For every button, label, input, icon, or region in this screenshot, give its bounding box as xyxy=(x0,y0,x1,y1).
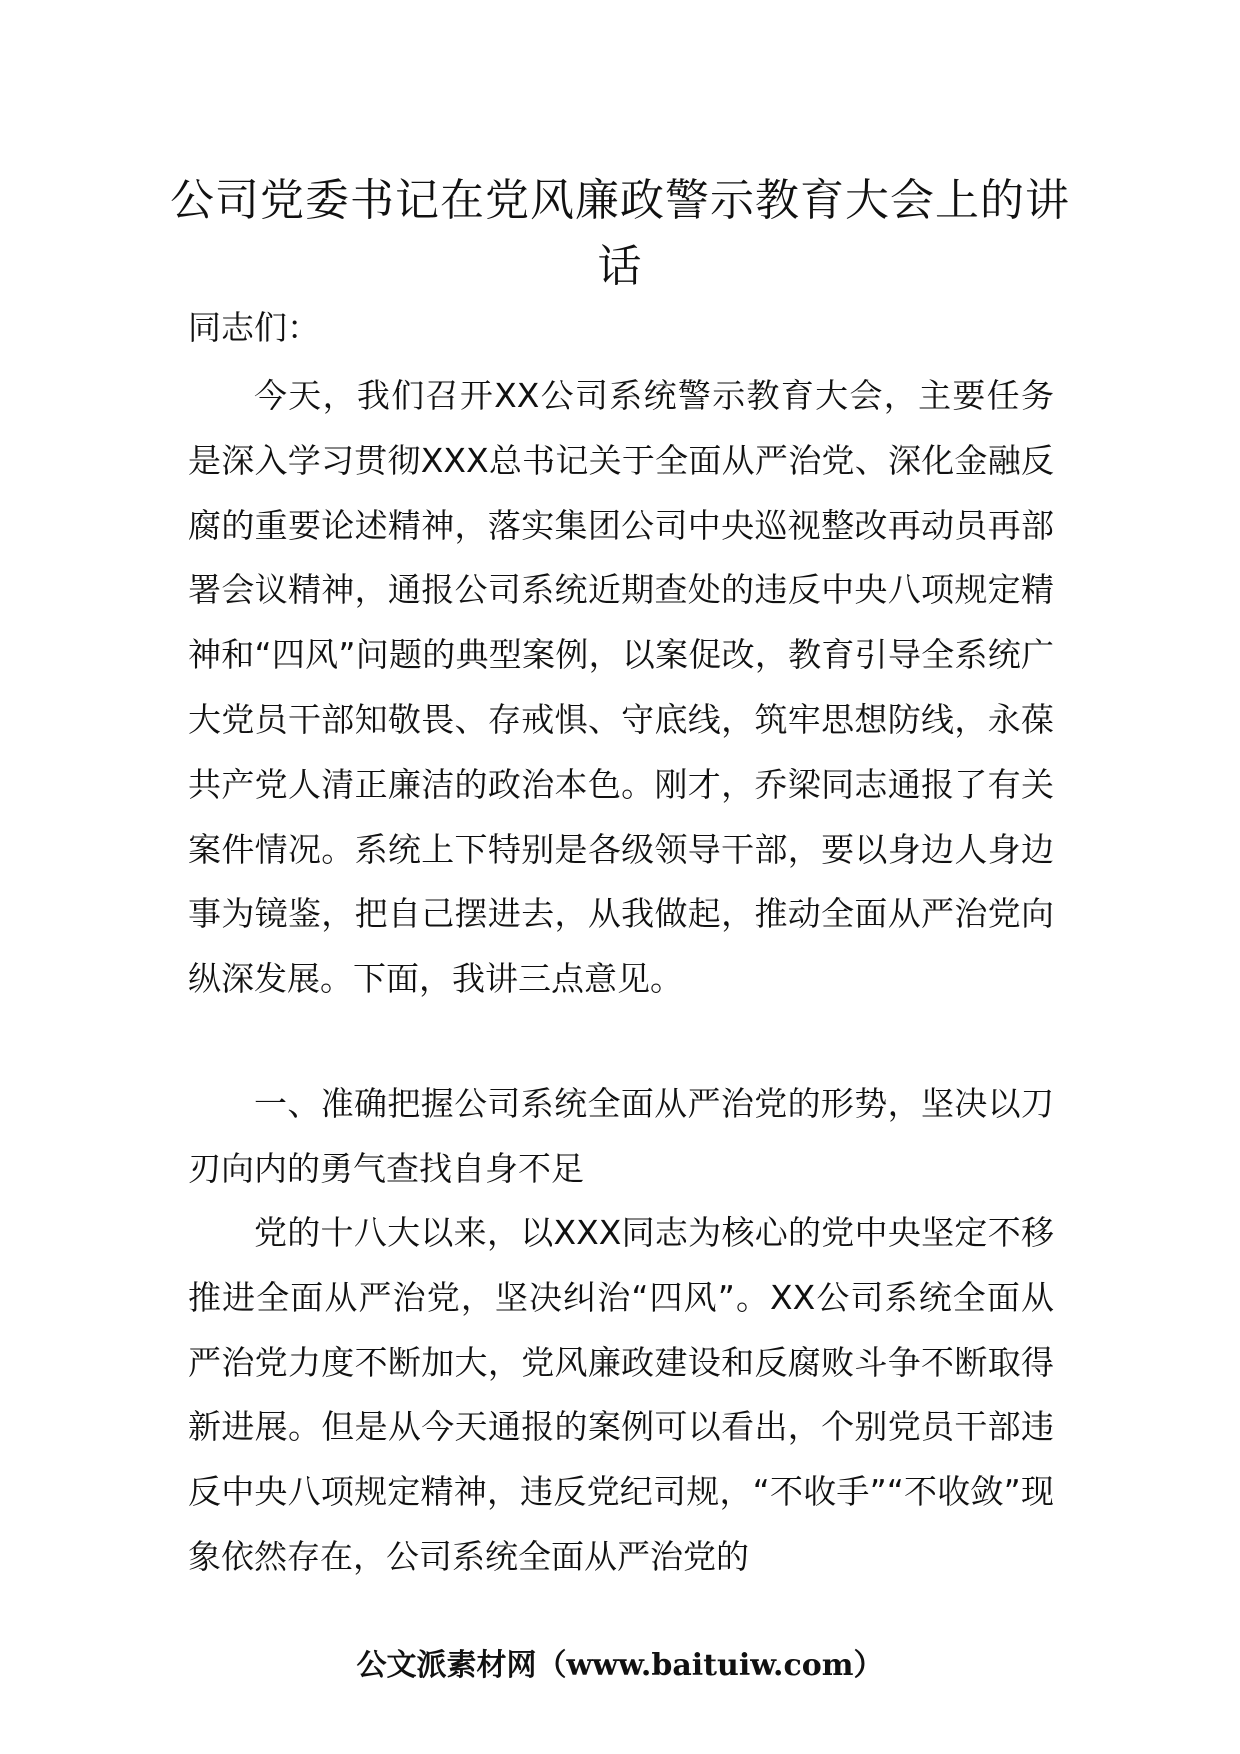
body-paragraph: 今天，我们召开XX公司系统警示教育大会，主要任务是深入学习贯彻XXX总书记关于全面从严治党、深化金融反腐的重要论述精神，落实集团公司中央巡视整改再动员再部署会议精神，通报公司系统近期查处的违反中央八项规定精神和“四风”问题的典型案例，以案促改，教育引导全系统广大党员干部知敬畏、存戒惧、守底线，筑牢思想防线，永葆共产党人清正廉洁的政治本色。刚才，乔梁同志通报了有关案件情况。系统上下特别是各级领导干部，要以身边人身边事为镜鉴，把自己摆进去，从我做起，推动全面从严治党向纵深发展。下面，我讲三点意见。 xyxy=(188,376,1054,999)
footer-watermark: 公文派素材网（www.baituiw.com） xyxy=(356,1648,884,1683)
section-heading: 一、准确把握公司系统全面从严治党的形势，坚决以刀刃向内的勇气查找自身不足 xyxy=(188,1084,1054,1188)
greeting: 同志们： xyxy=(188,308,320,347)
body-paragraph: 党的十八大以来，以XXX同志为核心的党中央坚定不移推进全面从严治党，坚决纠治“四风”。XX公司系统全面从严治党力度不断加大，党风廉政建设和反腐败斗争不断取得新进展。但是从今天通报的案例可以看出，个别党员干部违反中央八项规定精神，违反党纪司规，“不收手”“不收敛”现象依然存在，公司系统全面从严治党的 xyxy=(188,1213,1054,1576)
document-title: 公司党委书记在党风廉政警示教育大会上的讲话 xyxy=(170,175,1070,292)
